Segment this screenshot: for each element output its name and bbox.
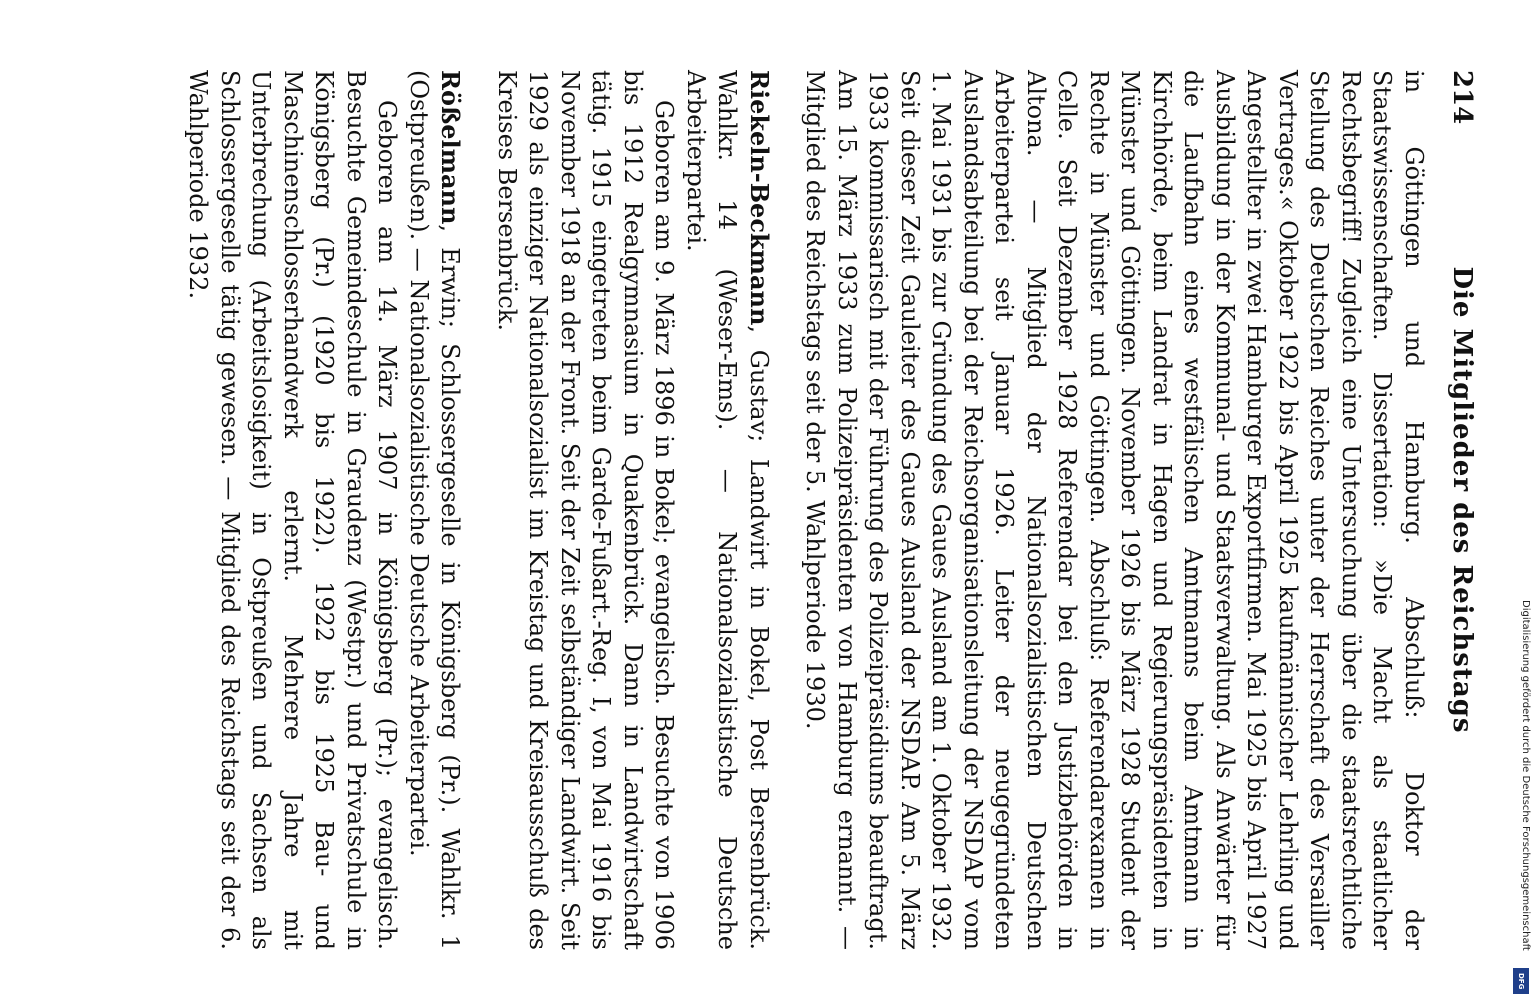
paragraph-continuation: in Göttingen und Hamburg. Abschluß: Doktor der Staatswissenschaften. Dissertation: »Die Macht als staatlicher Rechtsbegriff! Zugleich eine Untersuchung über die staatsrechtliche Stellung des Deutschen Reiches unter der Herrschaft des Versailler Vertrages.« Oktober 1922 bis April 1925 kaufmännischer Lehrling und Angestellter in zwei Hamburger Exportfirmen. Mai 1925 bis April 1927 Ausbildung in der Kommunal- und Staatsverwaltung. Als Anwärter für die Laufbahn eines westfälischen Amtmanns beim Amtmann in Kirchhörde, beim Landrat in Hagen und Regierungspräsidenten in Münster und Göttingen. November 1926 bis März 1928 Student der Rechte in Münster und Göttingen. Abschluß: Referendarexamen in Celle. Seit Dezember 1928 Referendar bei den Justizbehörden in Altona. — Mitglied der Nationalsozialistischen Deutschen Arbeiterpartei seit Januar 1926. Leiter der neugegründeten Auslandsabteilung bei der Reichsorganisationsleitung der NSDAP vom 1. Mai 1931 bis zur Gründung des Gaues Ausland am 1. Oktober 1932. Seit dieser Zeit Gauleiter des Gaues Ausland der NSDAP. Am 5. März 1933 kommissarisch mit der Führung des Polizeipräsidiums beauftragt. Am 15. März 1933 zum Polizeipräsidenten von Hamburg ernannt. — Mitglied des Reichstags seit der 5. Wahlperiode 1930. [801,70,1428,950]
running-head [1437,70,1477,930]
entry-heading [403,70,467,950]
member-entry [491,70,776,950]
digitization-credit: Digitalisierung gefördert durch die Deutsche Forschungsgemeinschaft [1520,600,1531,951]
body-text [182,70,1429,950]
page-number: 214 [1447,70,1477,125]
member-name: Riekeln-Beckmann [745,70,774,326]
member-name: Rößelmann [436,70,466,225]
member-biography: Geboren am 14. März 1907 in Königsberg (Pr.); evangelisch. Besuchte Gemeindeschule in Graudenz (Westpr.) und Privatschule in Königsberg (Pr.) (1920 bis 1922). 1922 bis 1925 Bau- und Maschinenschlosserhandwerk erlernt. Mehrere Jahre mit Unterbrechung (Arbeitslosigkeit) in Ostpreußen und Sachsen als Schlossergeselle tätig gewesen. — Mitglied des Reichstags seit der 6. Wahlperiode 1932. [184,70,402,950]
member-entry [182,70,467,950]
digitization-sidebar [1509,0,1539,1000]
member-details: , Gustav; Landwirt in Bokel, Post Bersenbrück. Wahlkr. 14 (Weser-Ems). — Nationalsozialistische Deutsche Arbeiterpartei. [682,70,773,950]
member-biography: Geboren am 9. März 1896 in Bokel; evangelisch. Besuchte von 1906 bis 1912 Realgymnasium in Quakenbrück. Dann in Landwirtschaft tätig. 1915 eingetreten beim Garde-Fußart.-Reg. I, von Mai 1916 bis November 1918 an der Front. Seit der Zeit selbständiger Landwirt. Seit 1929 als einziger Nationalsozialist im Kreistag und Kreisausschuß des Kreises Bersenbrück. [493,70,679,950]
dfg-logo: DFG [1513,968,1529,994]
entry-heading [680,70,776,950]
member-details: , Erwin; Schlossergeselle in Königsberg (Pr.). Wahlkr. 1 (Ostpreußen). — Nationalsozialistische Deutsche Arbeiterpartei. [405,70,465,950]
page-title: Die Mitglieder des Reichstags [1447,266,1477,734]
